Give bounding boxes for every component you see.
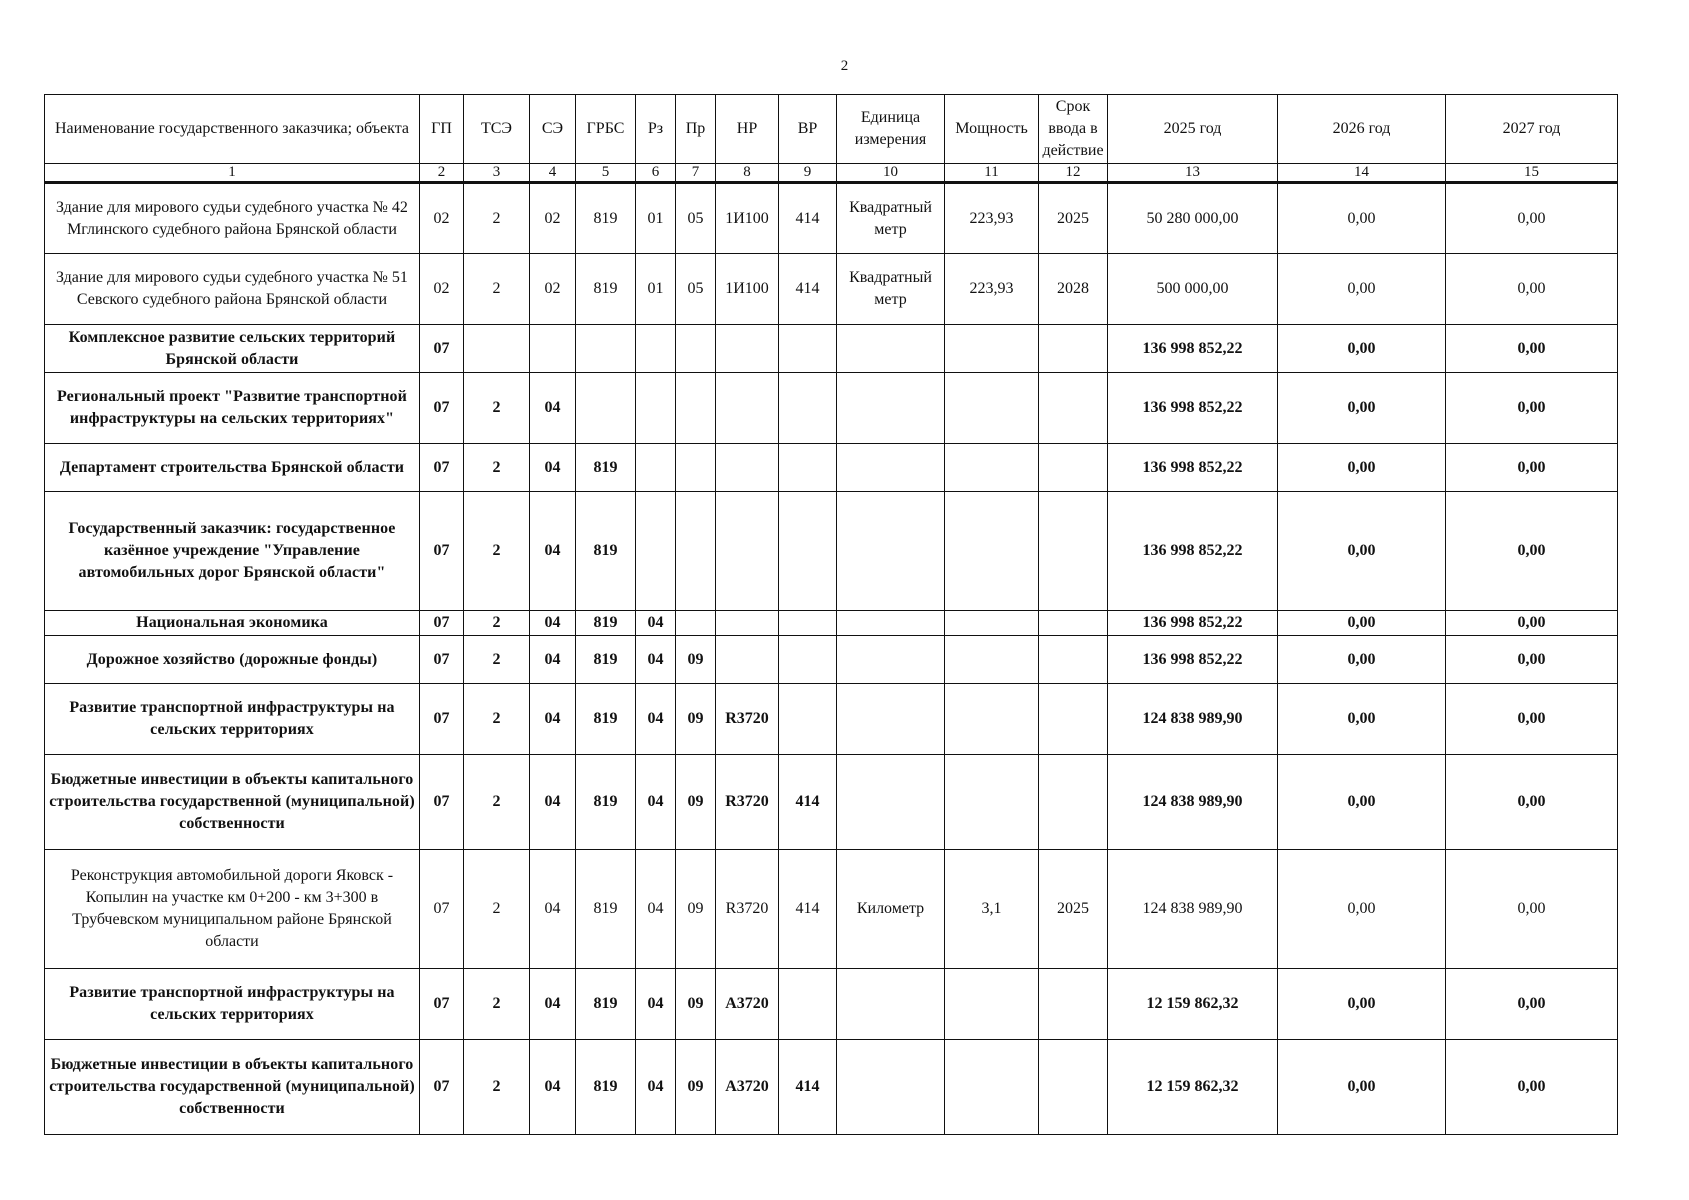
cell-term <box>1039 636 1108 684</box>
cell-grbs: 819 <box>576 444 636 492</box>
cell-vr: 414 <box>779 254 837 325</box>
cell-se: 04 <box>530 444 576 492</box>
cell-power <box>945 969 1039 1040</box>
cell-grbs: 819 <box>576 611 636 636</box>
cell-nr: R3720 <box>716 755 779 850</box>
cell-rz: 04 <box>636 636 676 684</box>
cell-se: 04 <box>530 373 576 444</box>
header-rz: Рз <box>636 95 676 164</box>
cell-pr <box>676 444 716 492</box>
cell-se: 04 <box>530 684 576 755</box>
cell-nr: 1И100 <box>716 183 779 254</box>
cell-grbs: 819 <box>576 850 636 969</box>
cell-term <box>1039 492 1108 611</box>
column-number: 2 <box>420 164 464 183</box>
cell-se: 02 <box>530 254 576 325</box>
cell-grbs <box>576 373 636 444</box>
cell-name: Развитие транспортной инфраструктуры на сельских территориях <box>45 969 420 1040</box>
column-number: 4 <box>530 164 576 183</box>
cell-rz: 04 <box>636 969 676 1040</box>
cell-se: 02 <box>530 183 576 254</box>
cell-unit: Квадратный метр <box>837 254 945 325</box>
budget-table <box>44 94 1618 1135</box>
cell-gp: 02 <box>420 183 464 254</box>
cell-2026: 0,00 <box>1278 444 1446 492</box>
cell-name: Развитие транспортной инфраструктуры на сельских территориях <box>45 684 420 755</box>
cell-2027: 0,00 <box>1446 684 1618 755</box>
cell-unit: Километр <box>837 850 945 969</box>
cell-tse: 2 <box>464 755 530 850</box>
cell-2027: 0,00 <box>1446 636 1618 684</box>
column-number: 10 <box>837 164 945 183</box>
cell-pr: 09 <box>676 684 716 755</box>
cell-term <box>1039 444 1108 492</box>
cell-unit <box>837 611 945 636</box>
cell-vr <box>779 684 837 755</box>
header-grbs: ГРБС <box>576 95 636 164</box>
cell-name: Государственный заказчик: государственное казённое учреждение "Управление автомобильных дорог Брянской области" <box>45 492 420 611</box>
cell-power <box>945 325 1039 373</box>
cell-gp: 07 <box>420 684 464 755</box>
column-number: 13 <box>1108 164 1278 183</box>
cell-nr: R3720 <box>716 850 779 969</box>
table-row <box>45 254 1618 325</box>
cell-name: Национальная экономика <box>45 611 420 636</box>
cell-unit <box>837 492 945 611</box>
cell-2025: 50 280 000,00 <box>1108 183 1278 254</box>
cell-gp: 02 <box>420 254 464 325</box>
cell-vr: 414 <box>779 1040 837 1135</box>
cell-2026: 0,00 <box>1278 611 1446 636</box>
cell-power <box>945 1040 1039 1135</box>
cell-2026: 0,00 <box>1278 850 1446 969</box>
table-row <box>45 373 1618 444</box>
table-row <box>45 850 1618 969</box>
column-number: 6 <box>636 164 676 183</box>
header-vr: ВР <box>779 95 837 164</box>
cell-2027: 0,00 <box>1446 183 1618 254</box>
cell-name: Бюджетные инвестиции в объекты капитального строительства государственной (муниципальной) собственности <box>45 755 420 850</box>
cell-grbs: 819 <box>576 636 636 684</box>
cell-pr <box>676 373 716 444</box>
cell-2025: 12 159 862,32 <box>1108 1040 1278 1135</box>
cell-pr: 09 <box>676 636 716 684</box>
cell-name: Дорожное хозяйство (дорожные фонды) <box>45 636 420 684</box>
cell-2025: 136 998 852,22 <box>1108 492 1278 611</box>
cell-2027: 0,00 <box>1446 325 1618 373</box>
header-gp: ГП <box>420 95 464 164</box>
cell-gp: 07 <box>420 636 464 684</box>
cell-pr: 05 <box>676 254 716 325</box>
cell-tse: 2 <box>464 492 530 611</box>
cell-gp: 07 <box>420 969 464 1040</box>
cell-nr <box>716 373 779 444</box>
column-number: 12 <box>1039 164 1108 183</box>
cell-2026: 0,00 <box>1278 1040 1446 1135</box>
cell-gp: 07 <box>420 492 464 611</box>
cell-nr <box>716 611 779 636</box>
cell-nr <box>716 492 779 611</box>
cell-unit <box>837 755 945 850</box>
cell-term <box>1039 969 1108 1040</box>
cell-tse <box>464 325 530 373</box>
cell-tse: 2 <box>464 183 530 254</box>
cell-se: 04 <box>530 1040 576 1135</box>
cell-unit <box>837 444 945 492</box>
cell-2026: 0,00 <box>1278 969 1446 1040</box>
table-row <box>45 183 1618 254</box>
cell-se: 04 <box>530 969 576 1040</box>
cell-pr: 09 <box>676 755 716 850</box>
cell-vr <box>779 636 837 684</box>
cell-gp: 07 <box>420 444 464 492</box>
cell-nr: 1И100 <box>716 254 779 325</box>
cell-grbs: 819 <box>576 684 636 755</box>
cell-tse: 2 <box>464 254 530 325</box>
header-2025: 2025 год <box>1108 95 1278 164</box>
cell-term <box>1039 755 1108 850</box>
cell-term <box>1039 1040 1108 1135</box>
column-number: 7 <box>676 164 716 183</box>
table-row <box>45 969 1618 1040</box>
table-body <box>45 183 1618 1135</box>
header-se: СЭ <box>530 95 576 164</box>
cell-term <box>1039 373 1108 444</box>
cell-se: 04 <box>530 611 576 636</box>
column-number: 14 <box>1278 164 1446 183</box>
cell-vr <box>779 444 837 492</box>
header-row <box>45 95 1618 164</box>
cell-name: Региональный проект "Развитие транспортной инфраструктуры на сельских территориях" <box>45 373 420 444</box>
cell-2027: 0,00 <box>1446 373 1618 444</box>
cell-gp: 07 <box>420 755 464 850</box>
cell-rz: 04 <box>636 850 676 969</box>
cell-2026: 0,00 <box>1278 755 1446 850</box>
cell-pr: 05 <box>676 183 716 254</box>
cell-term: 2025 <box>1039 850 1108 969</box>
cell-nr: R3720 <box>716 684 779 755</box>
header-nr: НР <box>716 95 779 164</box>
cell-vr <box>779 969 837 1040</box>
cell-gp: 07 <box>420 325 464 373</box>
header-unit: Единица измерения <box>837 95 945 164</box>
cell-unit <box>837 684 945 755</box>
cell-2026: 0,00 <box>1278 492 1446 611</box>
cell-2025: 500 000,00 <box>1108 254 1278 325</box>
cell-name: Бюджетные инвестиции в объекты капитального строительства государственной (муниципальной) собственности <box>45 1040 420 1135</box>
cell-tse: 2 <box>464 611 530 636</box>
cell-se: 04 <box>530 636 576 684</box>
cell-2027: 0,00 <box>1446 444 1618 492</box>
cell-2025: 136 998 852,22 <box>1108 373 1278 444</box>
table-row <box>45 684 1618 755</box>
cell-power <box>945 492 1039 611</box>
column-number: 11 <box>945 164 1039 183</box>
cell-gp: 07 <box>420 1040 464 1135</box>
table-row <box>45 444 1618 492</box>
column-number: 8 <box>716 164 779 183</box>
cell-2026: 0,00 <box>1278 183 1446 254</box>
cell-unit <box>837 969 945 1040</box>
cell-2025: 12 159 862,32 <box>1108 969 1278 1040</box>
header-pr: Пр <box>676 95 716 164</box>
cell-grbs: 819 <box>576 183 636 254</box>
cell-rz <box>636 444 676 492</box>
page-number: 2 <box>840 58 849 74</box>
cell-grbs: 819 <box>576 1040 636 1135</box>
cell-term <box>1039 684 1108 755</box>
cell-gp: 07 <box>420 611 464 636</box>
cell-rz <box>636 325 676 373</box>
cell-term <box>1039 611 1108 636</box>
cell-term <box>1039 325 1108 373</box>
cell-vr <box>779 492 837 611</box>
cell-unit: Квадратный метр <box>837 183 945 254</box>
cell-se: 04 <box>530 850 576 969</box>
cell-grbs <box>576 325 636 373</box>
header-2027: 2027 год <box>1446 95 1618 164</box>
column-number: 15 <box>1446 164 1618 183</box>
header-2026: 2026 год <box>1278 95 1446 164</box>
cell-power <box>945 755 1039 850</box>
cell-rz: 01 <box>636 183 676 254</box>
cell-se: 04 <box>530 755 576 850</box>
cell-2025: 124 838 989,90 <box>1108 755 1278 850</box>
cell-2026: 0,00 <box>1278 254 1446 325</box>
cell-unit <box>837 1040 945 1135</box>
cell-nr <box>716 325 779 373</box>
cell-2027: 0,00 <box>1446 492 1618 611</box>
cell-name: Здание для мирового судьи судебного участка № 51 Севского судебного района Брянской области <box>45 254 420 325</box>
cell-name: Департамент строительства Брянской области <box>45 444 420 492</box>
header-term: Срок ввода в действие <box>1039 95 1108 164</box>
cell-rz: 04 <box>636 1040 676 1135</box>
cell-pr <box>676 611 716 636</box>
cell-tse: 2 <box>464 373 530 444</box>
table-row <box>45 755 1618 850</box>
cell-2025: 124 838 989,90 <box>1108 684 1278 755</box>
cell-nr: А3720 <box>716 1040 779 1135</box>
cell-term: 2028 <box>1039 254 1108 325</box>
cell-unit <box>837 325 945 373</box>
cell-2025: 136 998 852,22 <box>1108 636 1278 684</box>
cell-se: 04 <box>530 492 576 611</box>
column-number: 9 <box>779 164 837 183</box>
cell-2025: 136 998 852,22 <box>1108 325 1278 373</box>
cell-2027: 0,00 <box>1446 1040 1618 1135</box>
cell-nr <box>716 636 779 684</box>
cell-power: 223,93 <box>945 183 1039 254</box>
column-number: 1 <box>45 164 420 183</box>
cell-2026: 0,00 <box>1278 325 1446 373</box>
cell-rz: 04 <box>636 755 676 850</box>
cell-rz: 01 <box>636 254 676 325</box>
cell-pr: 09 <box>676 1040 716 1135</box>
cell-tse: 2 <box>464 969 530 1040</box>
cell-2026: 0,00 <box>1278 636 1446 684</box>
table-row <box>45 636 1618 684</box>
cell-name: Комплексное развитие сельских территорий Брянской области <box>45 325 420 373</box>
cell-power <box>945 636 1039 684</box>
cell-2026: 0,00 <box>1278 684 1446 755</box>
cell-power <box>945 611 1039 636</box>
cell-rz <box>636 373 676 444</box>
cell-tse: 2 <box>464 444 530 492</box>
table-row <box>45 325 1618 373</box>
cell-se <box>530 325 576 373</box>
table-row <box>45 611 1618 636</box>
header-tse: ТСЭ <box>464 95 530 164</box>
cell-2027: 0,00 <box>1446 850 1618 969</box>
cell-2027: 0,00 <box>1446 254 1618 325</box>
cell-pr: 09 <box>676 969 716 1040</box>
cell-vr <box>779 373 837 444</box>
cell-2026: 0,00 <box>1278 373 1446 444</box>
cell-2027: 0,00 <box>1446 611 1618 636</box>
cell-rz <box>636 492 676 611</box>
cell-power <box>945 684 1039 755</box>
cell-nr: А3720 <box>716 969 779 1040</box>
cell-2027: 0,00 <box>1446 969 1618 1040</box>
cell-unit <box>837 373 945 444</box>
cell-rz: 04 <box>636 684 676 755</box>
column-number: 3 <box>464 164 530 183</box>
cell-unit <box>837 636 945 684</box>
column-number-row <box>45 164 1618 183</box>
cell-gp: 07 <box>420 850 464 969</box>
cell-power: 3,1 <box>945 850 1039 969</box>
column-number: 5 <box>576 164 636 183</box>
table-row <box>45 492 1618 611</box>
cell-vr <box>779 325 837 373</box>
cell-2025: 136 998 852,22 <box>1108 611 1278 636</box>
header-power: Мощность <box>945 95 1039 164</box>
cell-grbs: 819 <box>576 254 636 325</box>
cell-pr <box>676 492 716 611</box>
cell-gp: 07 <box>420 373 464 444</box>
header-name: Наименование государственного заказчика; объекта <box>45 95 420 164</box>
cell-name: Здание для мирового судьи судебного участка № 42 Мглинского судебного района Брянской области <box>45 183 420 254</box>
cell-tse: 2 <box>464 1040 530 1135</box>
cell-term: 2025 <box>1039 183 1108 254</box>
cell-power <box>945 373 1039 444</box>
table-row <box>45 1040 1618 1135</box>
cell-vr: 414 <box>779 183 837 254</box>
cell-grbs: 819 <box>576 492 636 611</box>
cell-nr <box>716 444 779 492</box>
cell-vr: 414 <box>779 755 837 850</box>
cell-pr <box>676 325 716 373</box>
cell-pr: 09 <box>676 850 716 969</box>
cell-2025: 124 838 989,90 <box>1108 850 1278 969</box>
cell-vr: 414 <box>779 850 837 969</box>
cell-tse: 2 <box>464 850 530 969</box>
cell-grbs: 819 <box>576 755 636 850</box>
cell-2025: 136 998 852,22 <box>1108 444 1278 492</box>
cell-tse: 2 <box>464 636 530 684</box>
cell-vr <box>779 611 837 636</box>
cell-power: 223,93 <box>945 254 1039 325</box>
cell-name: Реконструкция автомобильной дороги Яковск - Копылин на участке км 0+200 - км 3+300 в Трубчевском муниципальном районе Брянской области <box>45 850 420 969</box>
cell-power <box>945 444 1039 492</box>
cell-grbs: 819 <box>576 969 636 1040</box>
cell-rz: 04 <box>636 611 676 636</box>
cell-2027: 0,00 <box>1446 755 1618 850</box>
cell-tse: 2 <box>464 684 530 755</box>
